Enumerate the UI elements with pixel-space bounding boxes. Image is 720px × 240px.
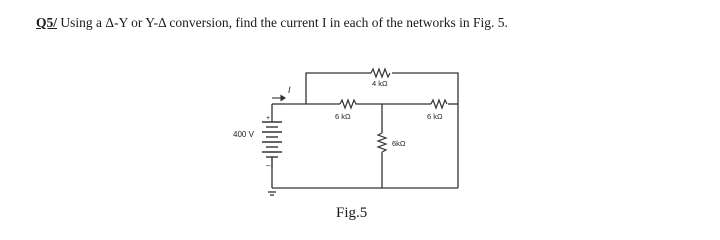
resistor-top-4k: [371, 69, 390, 77]
r-left-label: 6 kΩ: [335, 112, 351, 121]
current-arrow-icon: [272, 96, 285, 101]
question-body: Using a Δ-Y or Y-Δ conversion, find the current I in each of the networks in Fig. 5.: [57, 15, 508, 30]
r-top-label: 4 kΩ: [372, 79, 388, 88]
wire-upper-right: [392, 73, 458, 188]
battery-source: [262, 122, 282, 168]
minus-sign-icon: –: [266, 161, 271, 170]
current-label: I: [288, 85, 291, 95]
figure-caption: Fig.5: [336, 205, 368, 221]
ground-icon: [268, 192, 276, 195]
resistor-middle-6k: [378, 133, 386, 152]
resistor-left-6k: [340, 100, 358, 108]
source-label: 400 V: [233, 130, 254, 139]
r-middle-label: 6kΩ: [392, 139, 406, 148]
question-number: Q5/: [36, 15, 58, 30]
resistor-right-6k: [431, 100, 447, 108]
r-right-label: 6 kΩ: [427, 112, 443, 121]
plus-sign-icon: +: [266, 115, 271, 122]
wire-upper-left: [306, 73, 371, 104]
